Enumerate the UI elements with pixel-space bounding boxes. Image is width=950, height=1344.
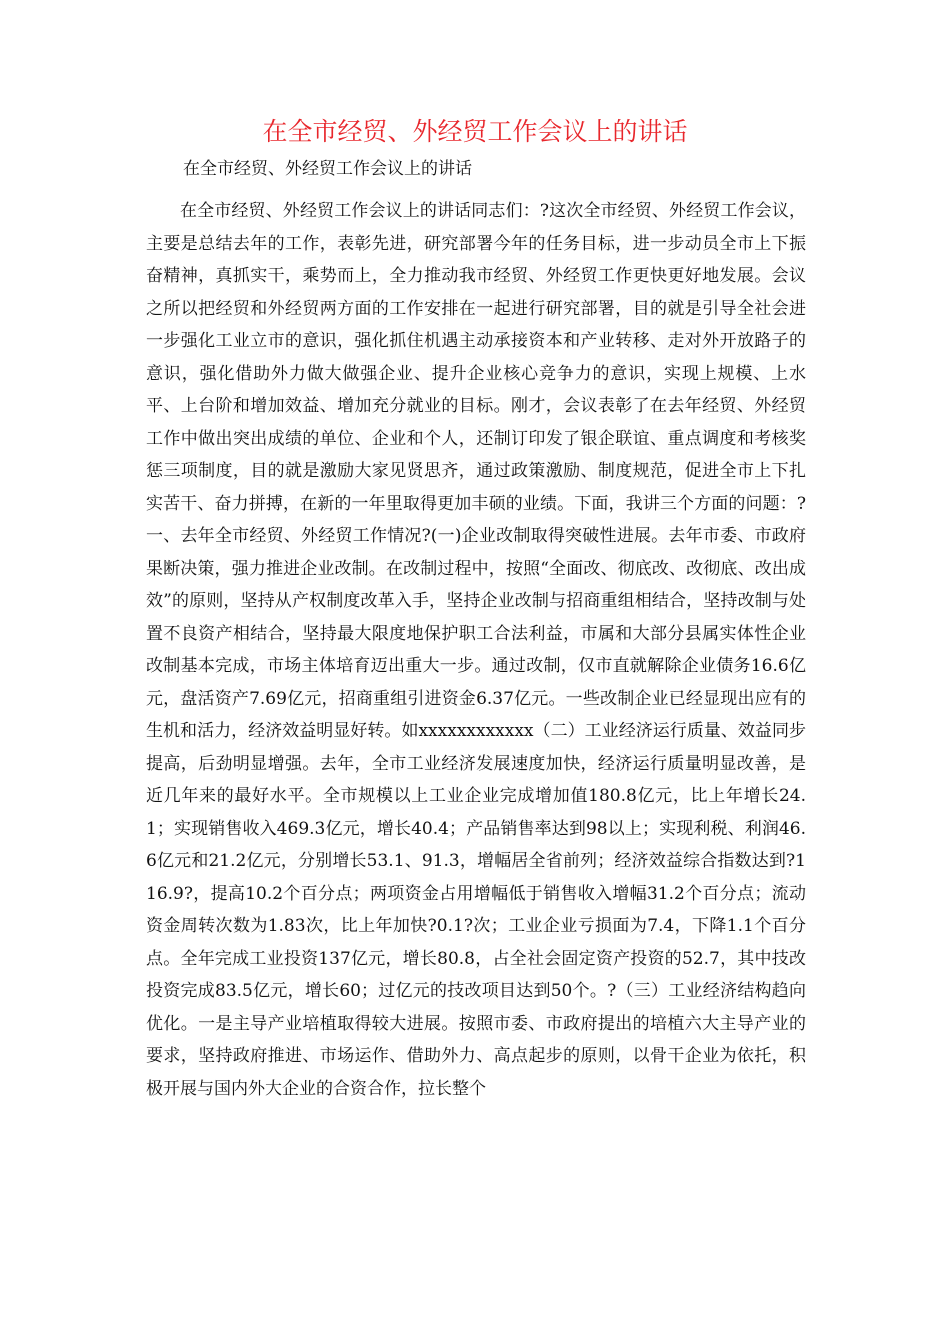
document-body-paragraph: 在全市经贸、外经贸工作会议上的讲话同志们：?这次全市经贸、外经贸工作会议，主要是总结去年的工作，表彰先进，研究部署今年的任务目标，进一步动员全市上下振奋精神，真抓实干，乘势而上，全力推动我市经贸、外经贸工作更快更好地发展。会议之所以把经贸和外经贸两方面的工作安排在一起进行研究部署，目的就是引导全社会进一步强化工业立市的意识，强化抓住机遇主动承接资本和产业转移、走对外开放路子的意识，强化借助外力做大做强企业、提升企业核心竞争力的意识，实现上规模、上水平、上台阶和增加效益、增加充分就业的目标。刚才，会议表彰了在去年经贸、外经贸工作中做出突出成绩的单位、企业和个人，还制订印发了银企联谊、重点调度和考核奖惩三项制度，目的就是激励大家见贤思齐，通过政策激励、制度规范，促进全市上下扎实苦干、奋力拼搏，在新的一年里取得更加丰硕的业绩。下面，我讲三个方面的问题：?一、去年全市经贸、外经贸工作情况?(一)企业改制取得突破性进展。去年市委、市政府果断决策，强力推进企业改制。在改制过程中，按照“全面改、彻底改、改彻底、改出成效”的原则，坚持从产权制度改革入手，坚持企业改制与招商重组相结合，坚持改制与处置不良资产相结合，坚持最大限度地保护职工合法利益，市属和大部分县属实体性企业改制基本完成，市场主体培育迈出重大一步。通过改制，仅市直就解除企业债务16.6亿元，盘活资产7.69亿元，招商重组引进资金6.37亿元。一些改制企业已经显现出应有的生机和活力，经济效益明显好转。如xxxxxxxxxxxx（二）工业经济运行质量、效益同步提高，后劲明显增强。去年，全市工业经济发展速度加快，经济运行质量明显改善，是近几年来的最好水平。全市规模以上工业企业完成增加值180.8亿元，比上年增长24.1；实现销售收入469.3亿元，增长40.4；产品销售率达到98以上；实现利税、利润46.6亿元和21.2亿元，分别增长53.1、91.3，增幅居全省前列；经济效益综合指数达到?116.9?，提高10.2个百分点；两项资金占用增幅低于销售收入增幅31.2个百分点；流动资金周转次数为1.83次，比上年加快?0.1?次；工业企业亏损面为7.4，下降1.1个百分点。全年完成工业投资137亿元，增长80.8，占全社会固定资产投资的52.7，其中技改投资完成83.5亿元，增长60；过亿元的技改项目达到50个。?（三）工业经济结构趋向优化。一是主导产业培植取得较大进展。按照市委、市政府提出的培植六大主导产业的要求，坚持政府推进、市场运作、借助外力、高点起步的原则，以骨干企业为依托，积极开展与国内外大企业的合资合作，拉长整个 — [146, 201, 806, 1099]
document-subtitle: 在全市经贸、外经贸工作会议上的讲话 — [183, 159, 472, 179]
document-title: 在全市经贸、外经贸工作会议上的讲话 — [262, 117, 688, 146]
